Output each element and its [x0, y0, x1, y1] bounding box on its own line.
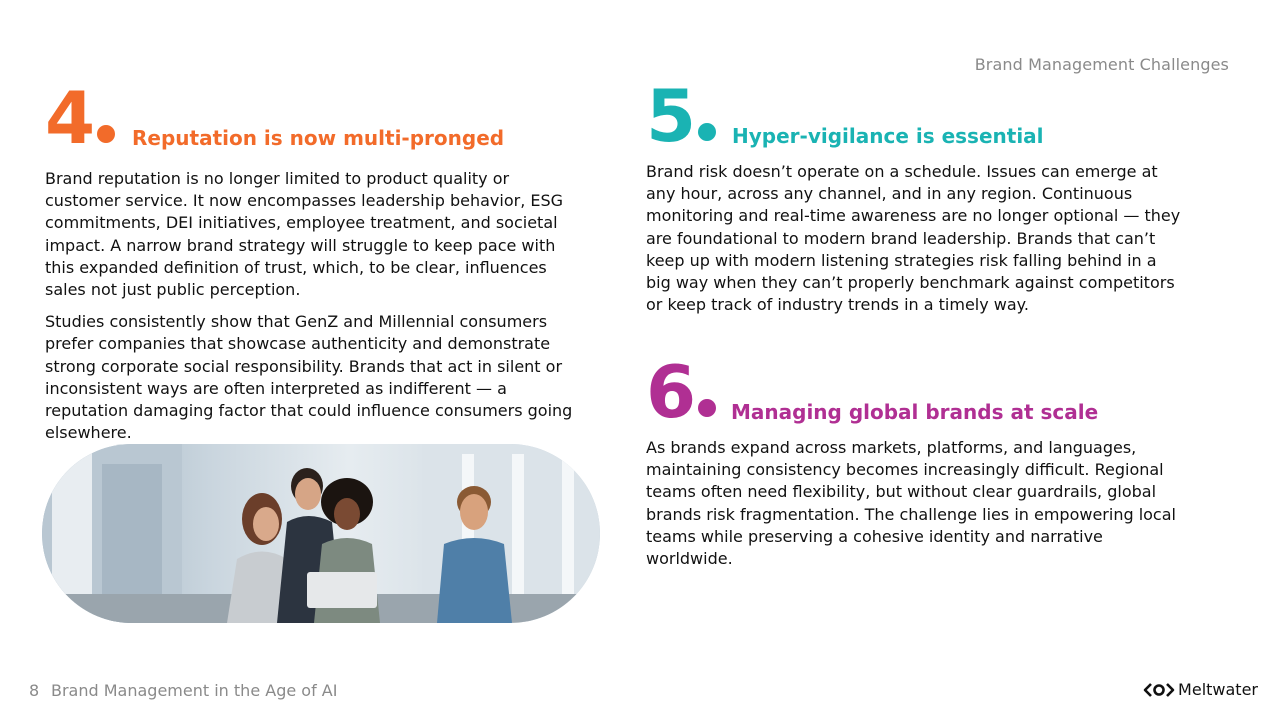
- logo-text: Meltwater: [1178, 680, 1258, 699]
- section-heading: [646, 350, 1186, 434]
- section-title: Reputation is now multi-pronged: [132, 126, 505, 150]
- section-title: Hyper-vigilance is essential: [732, 124, 1044, 148]
- number-dot: [698, 123, 716, 141]
- section-title: Managing global brands at scale: [731, 400, 1099, 424]
- section-hyper-vigilance: [646, 74, 1186, 326]
- meltwater-logo-icon: [1143, 682, 1175, 698]
- section-number: 5: [646, 80, 716, 152]
- footer-document-title: Brand Management in the Age of AI: [51, 681, 338, 700]
- section-heading: [646, 74, 1186, 158]
- team-photo: [42, 444, 600, 623]
- number-dot: [698, 399, 716, 417]
- section-paragraph: Studies consistently show that GenZ and Millennial consumers prefer companies that showcase authenticity and demonstrate strong corporate social responsibility. Brands that act in silent or inconsistent ways are often interpreted as indifferent — a reputation damaging factor that could influence consumers going elsewhere.: [45, 312, 573, 443]
- section-reputation: [45, 76, 585, 454]
- team-photo-illustration: [42, 444, 600, 623]
- section-paragraph: Brand risk doesn’t operate on a schedule. Issues can emerge at any hour, across any channel, and in any region. Continuous monitoring and real-time awareness are no longer optional — they are foundational to modern brand leadership. Brands that can’t keep up with modern listening strategies risk falling behind in a big way when they can’t properly benchmark against competitors or keep track of industry trends in a timely way.: [646, 162, 1181, 315]
- section-paragraph: As brands expand across markets, platforms, and languages, maintaining consistency becomes increasingly difficult. Regional teams often need flexibility, but without clear guardrails, global brands risk fragmentation. The challenge lies in empowering local teams while preserving a cohesive identity and narrative worldwide.: [646, 438, 1176, 569]
- section-number: 6: [646, 356, 716, 428]
- page-header-title: Brand Management Challenges: [974, 55, 1229, 74]
- section-number: 4: [45, 82, 115, 154]
- meltwater-logo: [1143, 680, 1258, 699]
- section-paragraph: Brand reputation is no longer limited to product quality or customer service. It now encompasses leadership behavior, ESG commitments, DEI initiatives, employee treatment, and societal impact. A narrow brand strategy will struggle to keep pace with this expanded definition of trust, which, to be clear, influences sales not just public perception.: [45, 169, 564, 300]
- section-global-brands: [646, 350, 1186, 580]
- number-dot: [97, 125, 115, 143]
- section-heading: [45, 76, 585, 160]
- page-number: 8: [29, 681, 40, 700]
